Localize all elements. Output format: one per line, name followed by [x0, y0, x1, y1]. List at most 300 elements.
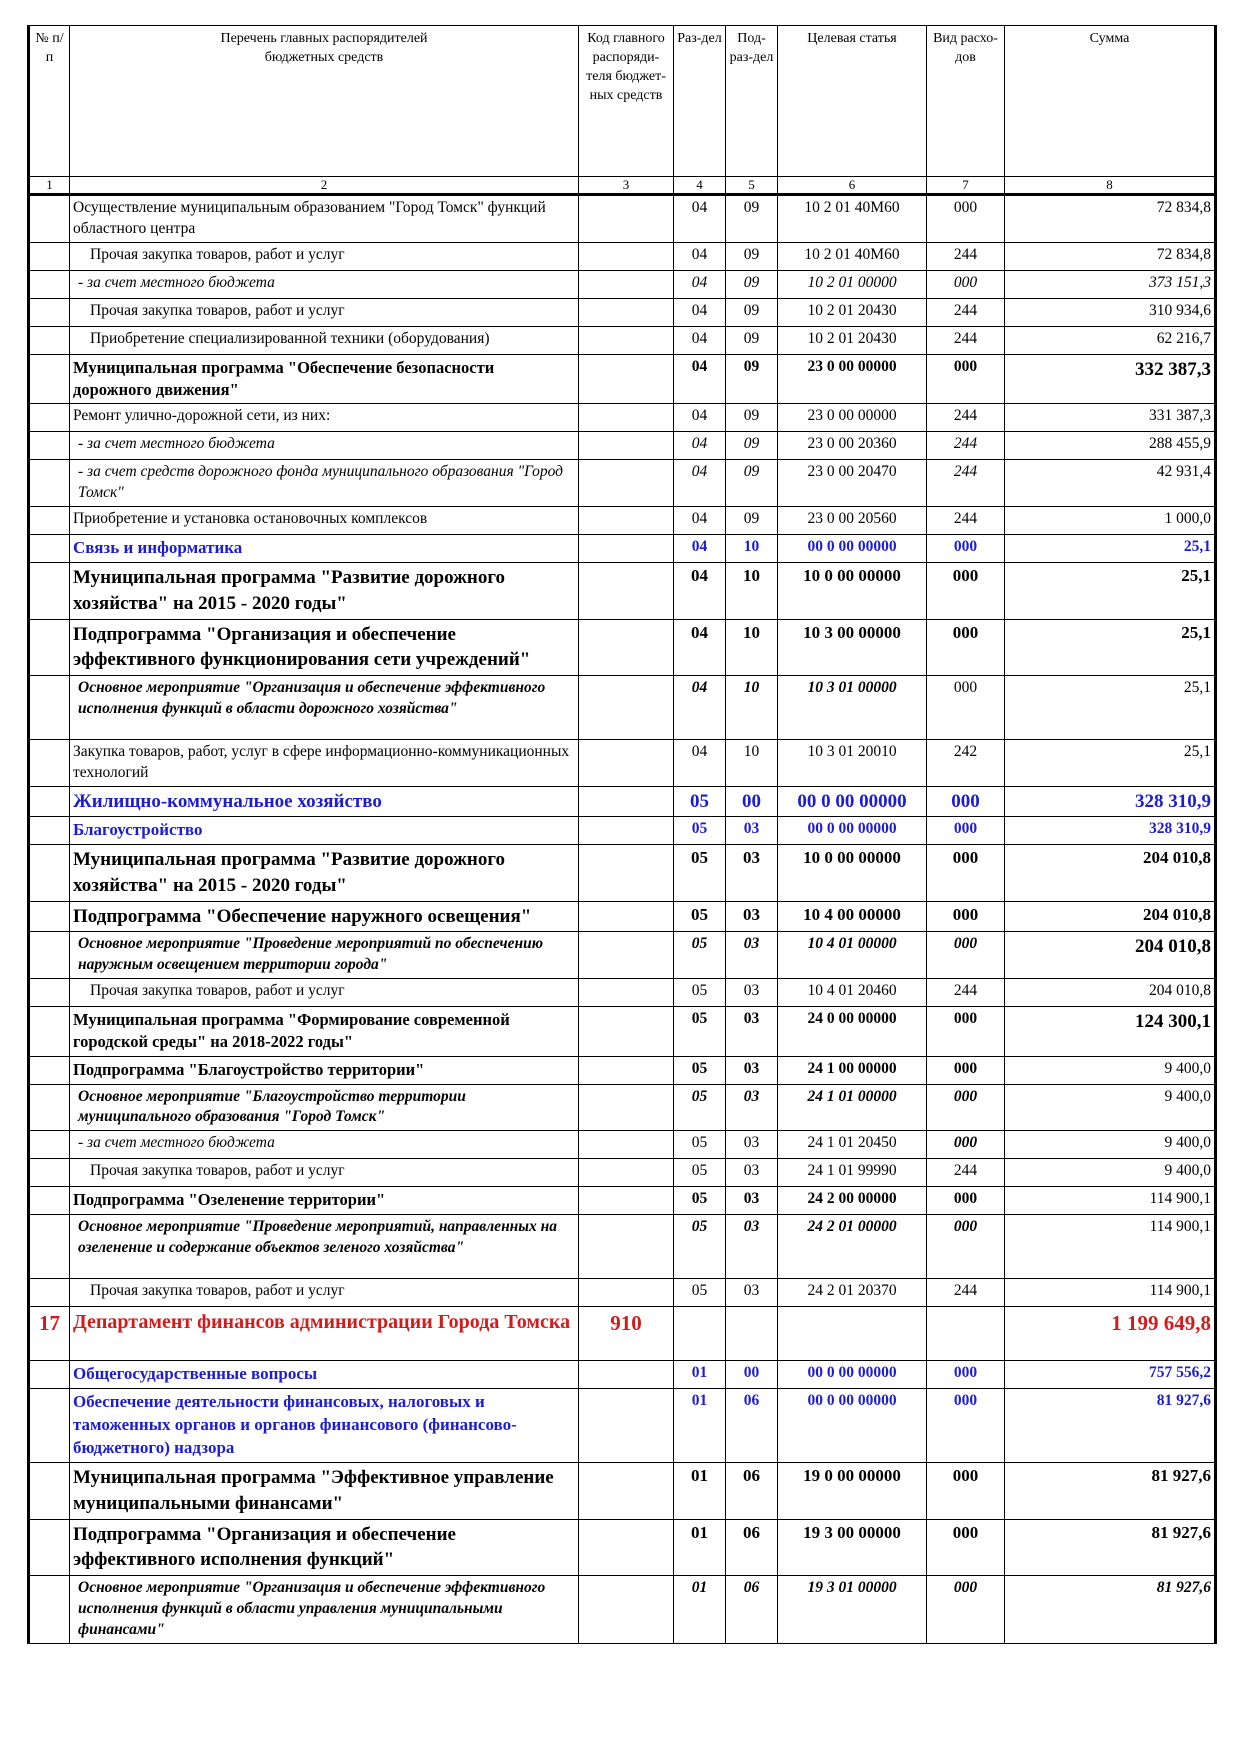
row-name: Осуществление муниципальным образованием "Город Томск" функций областного центра [70, 195, 579, 243]
row-name: Подпрограмма "Организация и обеспечение эффективного функционирования сети учреждений" [70, 619, 579, 675]
column-number: 7 [927, 177, 1005, 195]
row-target: 10 0 00 00000 [778, 563, 927, 619]
row-sum: 25,1 [1005, 535, 1216, 563]
row-name: Основное мероприятие "Организация и обеспечение эффективного исполнения функций в области управления муниципальными финансами" [70, 1575, 579, 1643]
row-razdel: 01 [674, 1575, 726, 1643]
header-razdel: Раз-дел [674, 26, 726, 177]
row-sum: 25,1 [1005, 739, 1216, 786]
column-number: 5 [726, 177, 778, 195]
row-name: Муниципальная программа "Обеспечение безопасности дорожного движения" [70, 354, 579, 404]
row-sum: 328 310,9 [1005, 817, 1216, 845]
row-vr: 244 [927, 242, 1005, 270]
row-podrazdel: 03 [726, 817, 778, 845]
column-number: 8 [1005, 177, 1216, 195]
row-target: 24 1 01 20450 [778, 1131, 927, 1159]
table-row [29, 1084, 1216, 1131]
column-numbers-row [29, 177, 1216, 195]
row-vr: 000 [927, 195, 1005, 243]
row-number [29, 932, 70, 979]
row-podrazdel: 03 [726, 1159, 778, 1187]
row-code [579, 1463, 674, 1519]
row-razdel: 04 [674, 354, 726, 404]
row-code [579, 817, 674, 845]
table-row [29, 932, 1216, 979]
row-vr: 244 [927, 298, 1005, 326]
row-number [29, 270, 70, 298]
row-code [579, 1389, 674, 1463]
row-name: Приобретение специализированной техники (оборудования) [70, 326, 579, 354]
row-name: - за счет местного бюджета [70, 432, 579, 460]
row-target: 10 2 01 00000 [778, 270, 927, 298]
table-row [29, 326, 1216, 354]
row-target [778, 1307, 927, 1361]
row-code: 910 [579, 1307, 674, 1361]
row-razdel: 05 [674, 786, 726, 817]
row-vr: 244 [927, 326, 1005, 354]
row-podrazdel: 09 [726, 270, 778, 298]
table-row [29, 270, 1216, 298]
row-number [29, 242, 70, 270]
row-sum: 81 927,6 [1005, 1519, 1216, 1575]
row-target: 10 3 00 00000 [778, 619, 927, 675]
row-podrazdel: 03 [726, 901, 778, 932]
row-vr: 244 [927, 1279, 1005, 1307]
row-target: 19 3 01 00000 [778, 1575, 927, 1643]
row-number [29, 1519, 70, 1575]
table-row [29, 1131, 1216, 1159]
row-name: Благоустройство [70, 817, 579, 845]
table-row [29, 1519, 1216, 1575]
column-number: 6 [778, 177, 927, 195]
row-target: 10 0 00 00000 [778, 845, 927, 901]
table-row [29, 460, 1216, 507]
row-code [579, 1056, 674, 1084]
row-target: 10 2 01 20430 [778, 298, 927, 326]
row-name: Муниципальная программа "Эффективное управление муниципальными финансами" [70, 1463, 579, 1519]
row-code [579, 1131, 674, 1159]
row-razdel: 05 [674, 932, 726, 979]
row-sum: 114 900,1 [1005, 1187, 1216, 1215]
row-name: Подпрограмма "Организация и обеспечение эффективного исполнения функций" [70, 1519, 579, 1575]
row-razdel: 05 [674, 979, 726, 1007]
header-name-line1: Перечень главных распорядителей [220, 31, 428, 46]
row-podrazdel: 10 [726, 619, 778, 675]
table-row [29, 1056, 1216, 1084]
row-code [579, 242, 674, 270]
row-name: Ремонт улично-дорожной сети, из них: [70, 404, 579, 432]
row-sum: 1 199 649,8 [1005, 1307, 1216, 1361]
row-code [579, 1575, 674, 1643]
table-row [29, 354, 1216, 404]
header-vr: Вид расхо-дов [927, 26, 1005, 177]
row-code [579, 1159, 674, 1187]
table-row [29, 739, 1216, 786]
row-number [29, 1575, 70, 1643]
row-podrazdel: 03 [726, 845, 778, 901]
row-number [29, 1279, 70, 1307]
table-body [29, 195, 1216, 1644]
row-target: 23 0 00 00000 [778, 354, 927, 404]
row-podrazdel: 03 [726, 979, 778, 1007]
row-razdel: 05 [674, 1131, 726, 1159]
row-code [579, 786, 674, 817]
table-row [29, 1279, 1216, 1307]
row-number [29, 675, 70, 739]
row-code [579, 1519, 674, 1575]
row-sum: 9 400,0 [1005, 1084, 1216, 1131]
row-podrazdel: 03 [726, 1187, 778, 1215]
row-podrazdel: 03 [726, 1056, 778, 1084]
row-sum: 25,1 [1005, 563, 1216, 619]
table-row [29, 845, 1216, 901]
row-podrazdel: 10 [726, 675, 778, 739]
row-name: Муниципальная программа "Развитие дорожного хозяйства" на 2015 - 2020 годы" [70, 845, 579, 901]
row-code [579, 1361, 674, 1389]
row-target: 24 2 01 00000 [778, 1215, 927, 1279]
row-name: - за счет средств дорожного фонда муниципального образования "Город Томск" [70, 460, 579, 507]
row-sum: 328 310,9 [1005, 786, 1216, 817]
row-sum: 114 900,1 [1005, 1279, 1216, 1307]
row-podrazdel: 10 [726, 739, 778, 786]
row-vr: 244 [927, 404, 1005, 432]
row-vr: 000 [927, 817, 1005, 845]
budget-table-page [27, 25, 1214, 1644]
row-vr: 000 [927, 786, 1005, 817]
row-razdel: 05 [674, 817, 726, 845]
row-code [579, 932, 674, 979]
row-vr: 244 [927, 460, 1005, 507]
row-podrazdel: 06 [726, 1463, 778, 1519]
row-name: Муниципальная программа "Формирование современной городской среды" на 2018-2022 годы" [70, 1007, 579, 1057]
row-target: 24 1 01 00000 [778, 1084, 927, 1131]
row-podrazdel: 03 [726, 1007, 778, 1057]
row-razdel: 04 [674, 326, 726, 354]
row-target: 23 0 00 20470 [778, 460, 927, 507]
row-vr: 000 [927, 1084, 1005, 1131]
row-razdel: 04 [674, 270, 726, 298]
row-code [579, 675, 674, 739]
row-target: 10 4 01 00000 [778, 932, 927, 979]
row-podrazdel [726, 1307, 778, 1361]
row-name: Подпрограмма "Благоустройство территории" [70, 1056, 579, 1084]
row-vr: 000 [927, 1389, 1005, 1463]
row-vr: 000 [927, 563, 1005, 619]
row-number [29, 739, 70, 786]
row-razdel: 04 [674, 195, 726, 243]
row-target: 10 2 01 20430 [778, 326, 927, 354]
row-vr: 000 [927, 675, 1005, 739]
column-number: 1 [29, 177, 70, 195]
row-sum: 25,1 [1005, 675, 1216, 739]
row-vr: 000 [927, 845, 1005, 901]
table-row [29, 786, 1216, 817]
table-row [29, 1389, 1216, 1463]
row-vr: 242 [927, 739, 1005, 786]
row-sum: 72 834,8 [1005, 195, 1216, 243]
table-row [29, 1307, 1216, 1361]
row-sum: 72 834,8 [1005, 242, 1216, 270]
row-name: - за счет местного бюджета [70, 270, 579, 298]
row-vr: 000 [927, 535, 1005, 563]
row-code [579, 1279, 674, 1307]
row-vr: 244 [927, 979, 1005, 1007]
row-podrazdel: 09 [726, 404, 778, 432]
row-vr: 000 [927, 619, 1005, 675]
row-code [579, 404, 674, 432]
table-row [29, 901, 1216, 932]
row-number [29, 1187, 70, 1215]
table-row [29, 1575, 1216, 1643]
row-razdel: 05 [674, 1159, 726, 1187]
row-vr: 000 [927, 270, 1005, 298]
row-name: Прочая закупка товаров, работ и услуг [70, 1279, 579, 1307]
row-razdel: 05 [674, 1007, 726, 1057]
table-row [29, 1463, 1216, 1519]
row-code [579, 460, 674, 507]
row-name: Департамент финансов администрации Города Томска [70, 1307, 579, 1361]
table-header-row [29, 26, 1216, 177]
table-row [29, 507, 1216, 535]
row-code [579, 1007, 674, 1057]
row-target: 24 0 00 00000 [778, 1007, 927, 1057]
row-vr: 000 [927, 901, 1005, 932]
table-row [29, 1361, 1216, 1389]
table-row [29, 1215, 1216, 1279]
row-podrazdel: 09 [726, 195, 778, 243]
row-sum: 81 927,6 [1005, 1463, 1216, 1519]
row-podrazdel: 03 [726, 1084, 778, 1131]
row-number [29, 845, 70, 901]
row-podrazdel: 06 [726, 1389, 778, 1463]
row-code [579, 845, 674, 901]
row-target: 10 4 01 20460 [778, 979, 927, 1007]
header-name [70, 26, 579, 177]
table-row [29, 195, 1216, 243]
row-podrazdel: 03 [726, 932, 778, 979]
row-razdel: 04 [674, 739, 726, 786]
row-code [579, 195, 674, 243]
row-vr: 000 [927, 1187, 1005, 1215]
row-target: 00 0 00 00000 [778, 1361, 927, 1389]
row-sum: 42 931,4 [1005, 460, 1216, 507]
row-code [579, 354, 674, 404]
row-number [29, 432, 70, 460]
row-number [29, 1215, 70, 1279]
header-code: Код главного распоряди-теля бюджет-ных средств [579, 26, 674, 177]
row-vr: 000 [927, 932, 1005, 979]
row-name: Обеспечение деятельности финансовых, налоговых и таможенных органов и органов финансового (финансово-бюджетного) надзора [70, 1389, 579, 1463]
row-number [29, 901, 70, 932]
row-code [579, 979, 674, 1007]
row-sum: 9 400,0 [1005, 1131, 1216, 1159]
table-row [29, 619, 1216, 675]
row-sum: 310 934,6 [1005, 298, 1216, 326]
table-row [29, 1187, 1216, 1215]
row-name: - за счет местного бюджета [70, 1131, 579, 1159]
row-podrazdel: 03 [726, 1131, 778, 1159]
row-code [579, 535, 674, 563]
row-sum: 288 455,9 [1005, 432, 1216, 460]
row-sum: 204 010,8 [1005, 932, 1216, 979]
row-name: Подпрограмма "Обеспечение наружного освещения" [70, 901, 579, 932]
row-razdel: 05 [674, 845, 726, 901]
table-row [29, 979, 1216, 1007]
row-sum: 124 300,1 [1005, 1007, 1216, 1057]
header-podrazdel: Под-раз-дел [726, 26, 778, 177]
row-vr: 000 [927, 1361, 1005, 1389]
row-vr: 244 [927, 1159, 1005, 1187]
row-podrazdel: 10 [726, 535, 778, 563]
row-number [29, 195, 70, 243]
row-razdel: 05 [674, 1187, 726, 1215]
row-sum: 9 400,0 [1005, 1056, 1216, 1084]
row-target: 10 3 01 20010 [778, 739, 927, 786]
row-number [29, 1159, 70, 1187]
row-sum: 332 387,3 [1005, 354, 1216, 404]
table-row [29, 1007, 1216, 1057]
row-name: Основное мероприятие "Проведение мероприятий по обеспечению наружным освещением территории города" [70, 932, 579, 979]
header-name-line2: бюджетных средств [264, 49, 384, 65]
row-razdel: 04 [674, 242, 726, 270]
row-vr: 000 [927, 354, 1005, 404]
row-sum: 62 216,7 [1005, 326, 1216, 354]
row-target: 19 3 00 00000 [778, 1519, 927, 1575]
row-target: 24 1 01 99990 [778, 1159, 927, 1187]
row-name: Закупка товаров, работ, услуг в сфере информационно-коммуникационных технологий [70, 739, 579, 786]
row-podrazdel: 09 [726, 326, 778, 354]
row-target: 00 0 00 00000 [778, 817, 927, 845]
row-number [29, 1361, 70, 1389]
row-razdel: 05 [674, 1084, 726, 1131]
row-target: 10 3 01 00000 [778, 675, 927, 739]
row-razdel: 04 [674, 535, 726, 563]
row-sum: 757 556,2 [1005, 1361, 1216, 1389]
row-sum: 114 900,1 [1005, 1215, 1216, 1279]
header-sum: Сумма [1005, 26, 1216, 177]
row-podrazdel: 06 [726, 1519, 778, 1575]
row-name: Подпрограмма "Озеленение территории" [70, 1187, 579, 1215]
row-vr: 000 [927, 1007, 1005, 1057]
row-razdel: 04 [674, 460, 726, 507]
row-code [579, 901, 674, 932]
row-code [579, 1187, 674, 1215]
row-razdel: 05 [674, 901, 726, 932]
row-vr: 000 [927, 1463, 1005, 1519]
row-number [29, 786, 70, 817]
row-target: 24 2 00 00000 [778, 1187, 927, 1215]
row-vr: 000 [927, 1575, 1005, 1643]
row-name: Основное мероприятие "Проведение мероприятий, направленных на озеленение и содержание объектов зеленого хозяйства" [70, 1215, 579, 1279]
row-sum: 9 400,0 [1005, 1159, 1216, 1187]
row-sum: 204 010,8 [1005, 901, 1216, 932]
row-podrazdel: 00 [726, 1361, 778, 1389]
row-podrazdel: 03 [726, 1279, 778, 1307]
row-podrazdel: 00 [726, 786, 778, 817]
column-number: 2 [70, 177, 579, 195]
row-name: Приобретение и установка остановочных комплексов [70, 507, 579, 535]
row-number [29, 817, 70, 845]
row-number [29, 1389, 70, 1463]
row-podrazdel: 06 [726, 1575, 778, 1643]
row-podrazdel: 09 [726, 242, 778, 270]
row-name: Прочая закупка товаров, работ и услуг [70, 979, 579, 1007]
row-vr: 244 [927, 507, 1005, 535]
table-row [29, 535, 1216, 563]
row-name: Связь и информатика [70, 535, 579, 563]
row-target: 24 1 00 00000 [778, 1056, 927, 1084]
row-number: 17 [29, 1307, 70, 1361]
row-code [579, 739, 674, 786]
table-row [29, 298, 1216, 326]
row-target: 00 0 00 00000 [778, 535, 927, 563]
table-row [29, 1159, 1216, 1187]
row-target: 24 2 01 20370 [778, 1279, 927, 1307]
row-sum: 331 387,3 [1005, 404, 1216, 432]
row-razdel: 04 [674, 298, 726, 326]
row-razdel: 05 [674, 1056, 726, 1084]
row-sum: 25,1 [1005, 619, 1216, 675]
row-number [29, 1056, 70, 1084]
row-number [29, 1007, 70, 1057]
row-number [29, 535, 70, 563]
row-razdel: 01 [674, 1389, 726, 1463]
row-vr: 244 [927, 432, 1005, 460]
row-name: Муниципальная программа "Развитие дорожного хозяйства" на 2015 - 2020 годы" [70, 563, 579, 619]
row-code [579, 432, 674, 460]
row-name: Общегосударственные вопросы [70, 1361, 579, 1389]
row-podrazdel: 09 [726, 354, 778, 404]
row-target: 23 0 00 20360 [778, 432, 927, 460]
row-sum: 81 927,6 [1005, 1575, 1216, 1643]
table-row [29, 563, 1216, 619]
row-razdel [674, 1307, 726, 1361]
row-vr: 000 [927, 1056, 1005, 1084]
row-target: 10 4 00 00000 [778, 901, 927, 932]
row-number [29, 460, 70, 507]
table-row [29, 817, 1216, 845]
row-razdel: 04 [674, 619, 726, 675]
row-code [579, 619, 674, 675]
header-target: Целевая статья [778, 26, 927, 177]
row-podrazdel: 10 [726, 563, 778, 619]
row-number [29, 354, 70, 404]
row-code [579, 270, 674, 298]
row-number [29, 1463, 70, 1519]
row-code [579, 563, 674, 619]
row-vr [927, 1307, 1005, 1361]
row-sum: 204 010,8 [1005, 979, 1216, 1007]
row-name: Основное мероприятие "Организация и обеспечение эффективного исполнения функций в области дорожного хозяйства" [70, 675, 579, 739]
row-podrazdel: 03 [726, 1215, 778, 1279]
row-code [579, 1084, 674, 1131]
row-name: Прочая закупка товаров, работ и услуг [70, 1159, 579, 1187]
row-razdel: 01 [674, 1361, 726, 1389]
row-number [29, 507, 70, 535]
row-sum: 81 927,6 [1005, 1389, 1216, 1463]
row-target: 00 0 00 00000 [778, 1389, 927, 1463]
row-razdel: 04 [674, 404, 726, 432]
row-code [579, 326, 674, 354]
row-number [29, 298, 70, 326]
table-row [29, 404, 1216, 432]
row-target: 19 0 00 00000 [778, 1463, 927, 1519]
row-number [29, 404, 70, 432]
row-name: Прочая закупка товаров, работ и услуг [70, 242, 579, 270]
header-num: № п/п [29, 26, 70, 177]
row-code [579, 1215, 674, 1279]
row-vr: 000 [927, 1131, 1005, 1159]
row-vr: 000 [927, 1215, 1005, 1279]
